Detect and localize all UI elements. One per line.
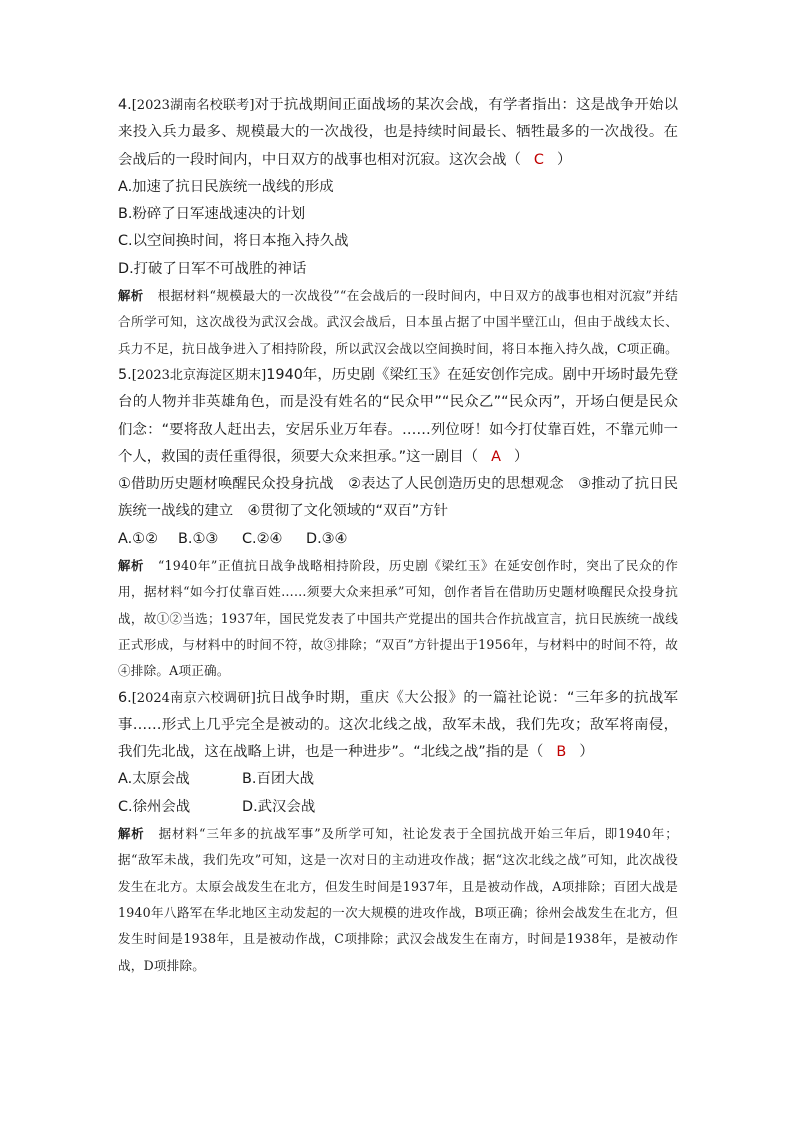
question-paren-close: ） xyxy=(514,448,529,465)
document-page xyxy=(118,92,678,979)
question-5 xyxy=(118,362,678,685)
question-paren-close: ） xyxy=(556,151,572,168)
option-b: B.①③ xyxy=(178,530,219,547)
option-d: D.武汉会战 xyxy=(242,798,316,815)
option-d: D.③④ xyxy=(306,530,348,547)
question-text: 对于抗战期间正面战场的某次会战，有学者指出：这是战争开始以来投入兵力最多、规模最大的一次战役，也是持续时间最长、牺牲最多的一次战役。在会战后的一段时间内，中日双方的战事也相对沉寂。这次会战（ xyxy=(118,97,678,168)
question-stem xyxy=(118,92,678,174)
question-source: [2023北京海淀区期末] xyxy=(131,367,267,383)
question-4 xyxy=(118,92,678,362)
option-b: B.百团大战 xyxy=(242,771,315,788)
answer-letter: A xyxy=(491,448,501,465)
analysis-text: “1940年”正值抗日战争战略相持阶段，历史剧《梁红玉》在延安创作时，突出了民众的作用，据材料“如今打仗靠百姓……须要大众来担承”可知，创作者旨在借助历史题材唤醒民众投身抗战，故①②当选；1937年，国民党发表了中国共产党提出的国共合作抗战宣言，抗日民族统一战线正式形成，与材料中的时间不符，故③排除；“双百”方针提出于1956年，与材料中的时间不符，故④排除。A项正确。 xyxy=(118,558,678,679)
question-number: 6. xyxy=(118,689,132,706)
option-d: D.打破了日军不可战胜的神话 xyxy=(118,260,307,277)
question-statements: ①借助历史题材唤醒民众投身抗战 ②表达了人民创造历史的思想观念 ③推动了抗日民族统一战线的建立 ④贯彻了文化领域的“双百”方针 xyxy=(118,476,678,520)
answer-letter: B xyxy=(556,744,567,761)
option-c: C.以空间换时间，将日本拖入持久战 xyxy=(118,233,349,250)
analysis-label: 解析 xyxy=(118,288,144,304)
question-source: [2023湖南名校联考] xyxy=(131,98,255,113)
analysis-text: 根据材料“规模最大的一次战役”“在会战后的一段时间内，中日双方的战事也相对沉寂”并结合所学可知，这次战役为武汉会战。武汉会战后，日本虽占据了中国半壁江山，但由于战线太长、兵力不足，抗日战争进入了相持阶段，所以武汉会战以空间换时间，将日本拖入持久战，C项正确。 xyxy=(118,288,679,356)
options-row xyxy=(118,794,678,821)
analysis xyxy=(118,821,678,979)
option-a: A.加速了抗日民族统一战线的形成 xyxy=(118,178,334,195)
question-paren-close: ） xyxy=(579,744,594,761)
analysis-label: 解析 xyxy=(118,826,145,842)
question-number: 5. xyxy=(118,366,132,383)
option-a: A.太原会战 xyxy=(118,771,190,788)
question-source: [2024南京六校调研] xyxy=(131,690,256,706)
option-a: A.①② xyxy=(118,530,158,547)
question-number: 4. xyxy=(118,97,132,113)
analysis xyxy=(118,283,678,362)
options-row xyxy=(118,766,678,793)
option-c: C.徐州会战 xyxy=(118,798,191,815)
answer-letter: C xyxy=(533,151,544,168)
analysis xyxy=(118,553,678,684)
question-6 xyxy=(118,685,678,979)
question-text: 抗日战争时期，重庆《大公报》的一篇社论说：“三年多的抗战军事……形式上几乎完全是被动的。这次北线之战，敌军未战，我们先攻；敌军将南侵，我们先北战，这在战略上讲，也是一种进步”。“北线之战”指的是（ xyxy=(118,689,678,761)
options-row xyxy=(118,526,678,553)
question-stem xyxy=(118,362,678,471)
analysis-label: 解析 xyxy=(118,558,144,574)
question-text: 1940年，历史剧《梁红玉》在延安创作完成。剧中开场时最先登台的人物并非英雄角色，而是没有姓名的“民众甲”“民众乙”“民众丙”，开场白便是民众们念：“要将敌人赶出去，安居乐业万年春。……列位呀！如今打仗靠百姓，不靠元帅一个人，救国的责任重得很，须要大众来担承。”这一剧目（ xyxy=(118,366,678,465)
option-b: B.粉碎了日军速战速决的计划 xyxy=(118,206,306,223)
analysis-text: 据材料“三年多的抗战军事”及所学可知，社论发表于全国抗战开始三年后，即1940年；据“敌军未战，我们先攻”可知，这是一次对日的主动进攻作战；据“这次北线之战”可知，此次战役发生在北方。太原会战发生在北方，但发生时间是1937年，且是被动作战，A项排除；百团大战是1940年八路军在华北地区主动发起的一次大规模的进攻作战，B项正确；徐州会战发生在北方，但发生时间是1938年，且是被动作战，C项排除；武汉会战发生在南方，时间是1938年，是被动作战，D项排除。 xyxy=(118,826,678,973)
question-stem xyxy=(118,685,678,767)
option-c: C.②④ xyxy=(242,530,283,547)
